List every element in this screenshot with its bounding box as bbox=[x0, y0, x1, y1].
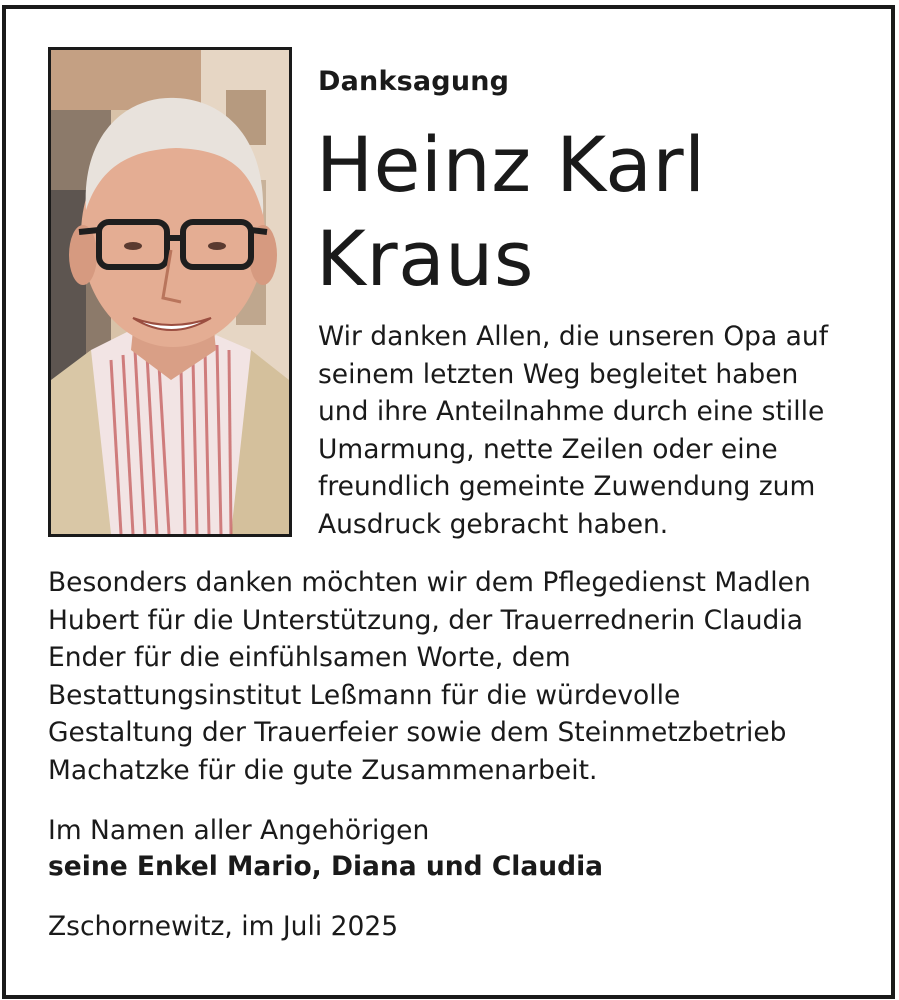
name-line: Heinz Karl bbox=[316, 120, 706, 209]
paragraph-line: Ender für die einfühlsamen Worte, dem bbox=[48, 642, 571, 673]
intro-line: freundlich gemeinte Zuwendung zum bbox=[318, 471, 816, 502]
intro-line: Umarmung, nette Zeilen oder eine bbox=[318, 433, 778, 465]
notice-kicker: Danksagung bbox=[318, 66, 510, 97]
portrait-photo bbox=[48, 47, 292, 537]
intro-line: Wir danken Allen, die unseren Opa auf bbox=[318, 321, 829, 352]
name-line: Kraus bbox=[316, 214, 534, 303]
intro-line: Ausdruck gebracht haben. bbox=[318, 508, 669, 540]
thanks-paragraph bbox=[48, 564, 878, 789]
paragraph-line: Machatzke für die gute Zusammenarbeit. bbox=[48, 754, 598, 786]
paragraph-line: Hubert für die Unterstützung, der Trauerrednerin Claudia bbox=[48, 604, 803, 636]
place-date: Zschornewitz, im Juli 2025 bbox=[48, 911, 399, 942]
signature-intro: Im Namen aller Angehörigen bbox=[48, 815, 430, 846]
intro-text bbox=[318, 318, 878, 543]
intro-line: seinem letzten Weg begleitet haben bbox=[318, 358, 799, 390]
paragraph-line: Besonders danken möchten wir dem Pflegedienst Madlen bbox=[48, 567, 811, 598]
intro-line: und ihre Anteilnahme durch eine stille bbox=[318, 396, 825, 427]
signature-names: seine Enkel Mario, Diana und Claudia bbox=[48, 851, 604, 882]
paragraph-line: Gestaltung der Trauerfeier sowie dem Steinmetzbetrieb bbox=[48, 717, 787, 748]
deceased-name bbox=[316, 118, 706, 306]
portrait-illustration bbox=[51, 50, 289, 534]
paragraph-line: Bestattungsinstitut Leßmann für die würdevolle bbox=[48, 679, 681, 711]
